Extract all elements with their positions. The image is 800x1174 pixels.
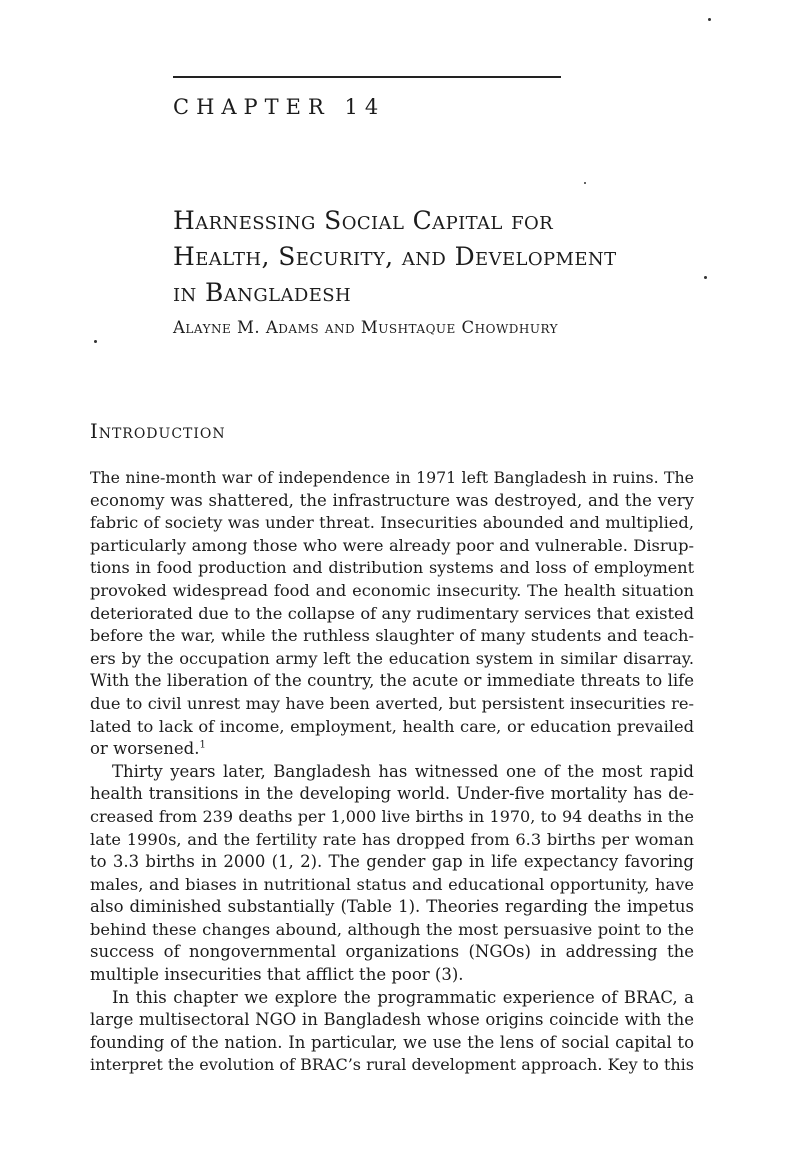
text-line: In this chapter we explore the programmatic experience of BRAC, a bbox=[112, 987, 694, 1007]
text-line: provoked widespread food and economic insecurity. The health situation bbox=[90, 580, 694, 600]
chapter-title-line: in Bangladesh bbox=[173, 278, 352, 307]
text-line: With the liberation of the country, the acute or immediate threats to life bbox=[90, 671, 694, 691]
chapter-title-line: Harnessing Social Capital for bbox=[173, 206, 554, 235]
body-text bbox=[90, 467, 694, 1077]
text-line: multiple insecurities that afflict the poor (3). bbox=[90, 965, 464, 985]
text-line: due to civil unrest may have been averted, but persistent insecurities re- bbox=[90, 693, 694, 713]
chapter-label: CHAPTER 14 bbox=[173, 95, 386, 119]
text-line: creased from 239 deaths per 1,000 live births in 1970, to 94 deaths in the bbox=[90, 806, 694, 826]
text-line bbox=[90, 738, 694, 761]
text-line: particularly among those who were already poor and vulnerable. Disrup- bbox=[90, 535, 694, 555]
text-line: males, and biases in nutritional status and educational opportunity, have bbox=[90, 874, 694, 894]
text-line: interpret the evolution of BRAC’s rural development approach. Key to this bbox=[90, 1055, 694, 1075]
paragraph bbox=[90, 761, 694, 987]
text-line: behind these changes abound, although the most persuasive point to the bbox=[90, 919, 694, 939]
text-line: ers by the occupation army left the education system in similar disarray. bbox=[90, 648, 694, 668]
chapter-title bbox=[173, 203, 733, 311]
scan-speck bbox=[584, 182, 586, 184]
scan-speck bbox=[708, 18, 711, 21]
text-line: also diminished substantially (Table 1). Theories regarding the impetus bbox=[90, 897, 694, 917]
chapter-authors: Alayne M. Adams and Mushtaque Chowdhury bbox=[173, 318, 559, 337]
text-line: The nine-month war of independence in 1971 left Bangladesh in ruins. The bbox=[90, 468, 694, 487]
paragraph bbox=[90, 987, 694, 1077]
footnote-marker: 1 bbox=[199, 739, 206, 751]
text-line: fabric of society was under threat. Insecurities abounded and multiplied, bbox=[90, 513, 694, 533]
text-line: to 3.3 births in 2000 (1, 2). The gender gap in life expectancy favoring bbox=[90, 852, 694, 872]
section-heading: Introduction bbox=[90, 420, 226, 443]
text-line: before the war, while the ruthless slaughter of many students and teach- bbox=[90, 626, 694, 646]
chapter-title-line: Health, Security, and Development bbox=[173, 242, 617, 271]
text-line: founding of the nation. In particular, we use the lens of social capital to bbox=[90, 1032, 694, 1052]
scan-speck bbox=[94, 340, 97, 343]
text-line: health transitions in the developing world. Under-five mortality has de- bbox=[90, 784, 694, 804]
text-line: deteriorated due to the collapse of any rudimentary services that existed bbox=[90, 603, 694, 623]
text-line: Thirty years later, Bangladesh has witnessed one of the most rapid bbox=[112, 761, 694, 781]
text-line: lated to lack of income, employment, health care, or education prevailed bbox=[90, 716, 694, 736]
text-line-content: or worsened. bbox=[90, 739, 200, 759]
chapter-rule bbox=[173, 76, 561, 78]
text-line: success of nongovernmental organizations (NGOs) in addressing the bbox=[90, 942, 694, 962]
scan-speck bbox=[704, 276, 707, 279]
text-line: late 1990s, and the fertility rate has dropped from 6.3 births per woman bbox=[90, 829, 694, 849]
text-line: large multisectoral NGO in Bangladesh whose origins coincide with the bbox=[90, 1010, 694, 1030]
text-line: tions in food production and distribution systems and loss of employment bbox=[90, 558, 694, 578]
paragraph bbox=[90, 467, 694, 761]
text-line: economy was shattered, the infrastructure was destroyed, and the very bbox=[90, 490, 694, 510]
